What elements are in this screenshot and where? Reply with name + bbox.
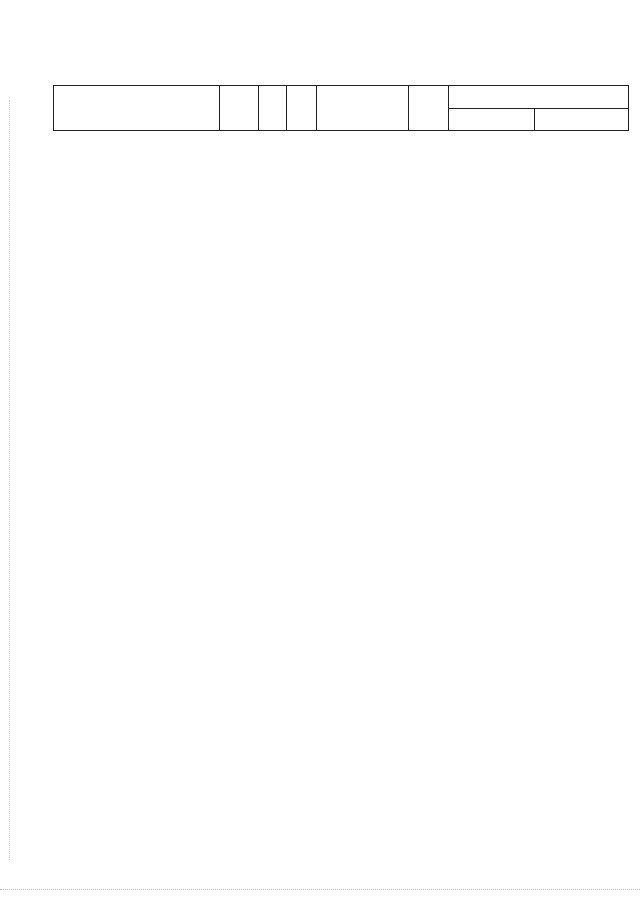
header-csr bbox=[317, 86, 409, 130]
header-pr bbox=[287, 86, 317, 130]
header-rz bbox=[259, 86, 287, 130]
margin-dots bbox=[9, 100, 11, 860]
header-year-2019 bbox=[449, 108, 535, 130]
table-header bbox=[53, 85, 629, 131]
header-sum bbox=[449, 86, 628, 109]
header-year-2020 bbox=[535, 108, 628, 130]
header-vr bbox=[409, 86, 449, 130]
header-name bbox=[54, 86, 220, 130]
header-kvsr bbox=[220, 86, 259, 130]
page-bottom-edge bbox=[0, 889, 640, 890]
